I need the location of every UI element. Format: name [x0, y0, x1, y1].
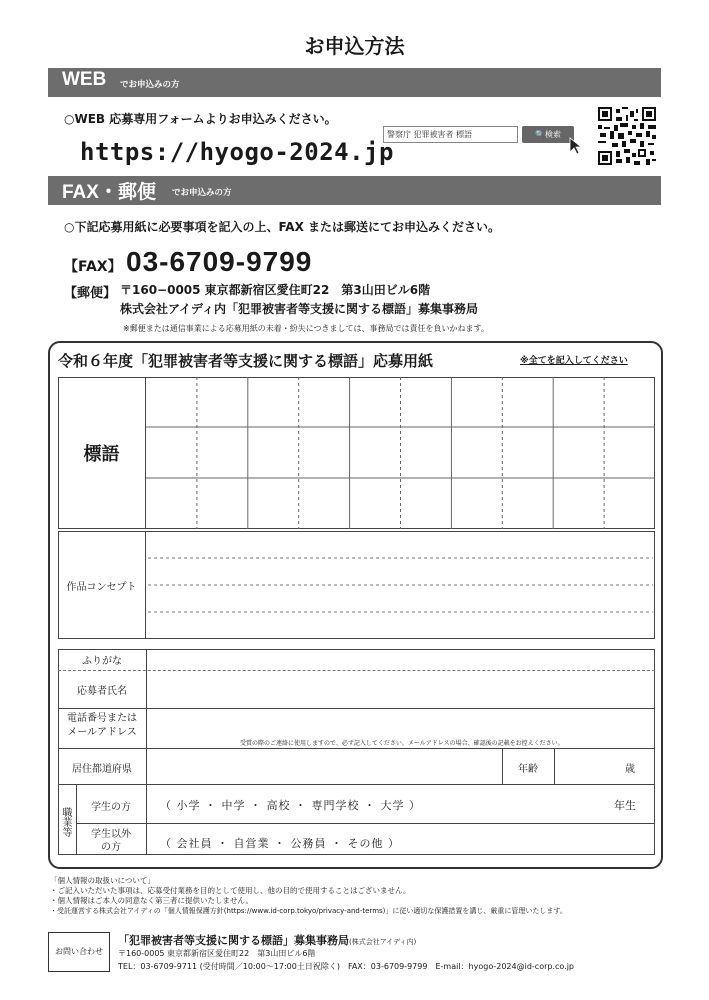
nonstudent-options[interactable]: （ 会社員 ・ 自営業 ・ 公務員 ・ その他 ） — [160, 837, 400, 850]
web-header-label: WEB — [62, 69, 107, 90]
nonstudent-label-1: 学生以外 — [91, 829, 131, 840]
fax-post-header-label: FAX・郵便 — [62, 182, 156, 203]
prefecture-label: 居住都道府県 — [72, 764, 132, 775]
privacy-heading: 「個人情報の取扱いについて」 — [50, 876, 155, 885]
web-section-header — [48, 68, 661, 97]
contact-label-1: 電話番号または — [67, 713, 137, 724]
name-label: 応募者氏名 — [77, 686, 127, 697]
web-header-sub: でお申込みの方 — [120, 80, 180, 90]
age-label: 年齢 — [518, 764, 538, 775]
age-unit: 歳 — [625, 764, 635, 775]
privacy-line-1: ・ご記入いただいた事項は、応募受付業務を目的として使用し、他の目的で使用することはございません。 — [50, 886, 411, 895]
page-title: お申込方法 — [304, 34, 405, 58]
slogan-label: 標語 — [58, 377, 146, 529]
contact-org: 「犯罪被害者等支援に関する標語」募集事務局 — [118, 934, 349, 947]
occupation-label: 職業等 — [60, 807, 71, 837]
web-instruction: ○WEB 応募専用フォームよりお申込みください。 — [64, 112, 337, 126]
contact-note: 受賞の際のご連絡に使用しますので、必ず記入してください。メールアドレスの場合、確認後の記載をお控えください。 — [240, 740, 564, 747]
contact-org-sub: (株式会社アイディ内) — [349, 938, 417, 946]
web-url-link[interactable]: https://hyogo-2024.jp — [80, 138, 394, 166]
prefecture-input[interactable] — [148, 750, 500, 782]
fax-post-header-sub: でお申込みの方 — [172, 188, 232, 198]
student-options[interactable]: （ 小学 ・ 中学 ・ 高校 ・ 専門学校 ・ 大学 ） — [160, 799, 421, 812]
cursor-icon — [568, 136, 590, 156]
mail-label: 【郵便】 — [64, 286, 117, 301]
furigana-label: ふりがな — [82, 656, 122, 667]
privacy-line-3: ・受託運営する株式会社アイディの「個人情報保護方針(https://www.id-corp.tokyo/privacy-and-terms)」に従い適切な保護措置を講じ、厳重に管理いたします。 — [50, 907, 567, 915]
form-note: ※全てを記入してください — [520, 356, 628, 366]
fax-post-section-header — [48, 176, 661, 205]
contact-box-label: お問い合わせ — [48, 932, 110, 972]
age-input[interactable] — [556, 750, 620, 782]
search-button[interactable]: 🔍検索 — [522, 126, 574, 143]
contact-label-2: メールアドレス — [67, 727, 137, 738]
furigana-input[interactable] — [148, 651, 653, 669]
mail-organization: 株式会社アイディ内「犯罪被害者等支援に関する標語」募集事務局 — [120, 302, 478, 316]
search-input[interactable]: 警察庁 犯罪被害者 標語 — [383, 126, 518, 143]
grade-unit: 年生 — [614, 799, 636, 812]
privacy-line-2: ・個人情報はご本人の同意なく第三者に提供いたしません。 — [50, 896, 253, 905]
contact-phones: TEL：03-6709-9711 (受付時間／10:00〜17:00土日祝除く) FAX：03-6709-9799 E-mail：hyogo-2024@id-corp.co.jp — [118, 962, 574, 971]
privacy-notes — [50, 876, 670, 916]
concept-label: 作品コンセプト — [58, 531, 146, 639]
mail-address: 〒160−0005 東京都新宿区愛住町22 第3山田ビル6階 — [120, 283, 431, 297]
contact-address: 〒160-0005 東京都新宿区愛住町22 第3山田ビル6階 — [118, 949, 316, 958]
form-title: 令和６年度「犯罪被害者等支援に関する標語」応募用紙 — [58, 352, 434, 370]
mail-note: ※郵便または通信事業による応募用紙の未着・紛失につきましては、事務局では責任を負いかねます。 — [123, 324, 489, 333]
qr-code-icon[interactable] — [598, 107, 656, 165]
slogan-grid[interactable] — [146, 377, 655, 529]
student-label: 学生の方 — [91, 802, 131, 813]
nonstudent-label-2: の方 — [101, 842, 121, 853]
name-input[interactable] — [148, 672, 653, 707]
concept-lines[interactable] — [146, 531, 655, 639]
contact-input[interactable] — [148, 710, 653, 738]
fax-post-instruction: ○下記応募用紙に必要事項を記入の上、FAX または郵送にてお申込みください。 — [64, 220, 501, 234]
fax-label: 【FAX】 — [64, 259, 122, 275]
fax-number: 03-6709-9799 — [126, 246, 313, 277]
